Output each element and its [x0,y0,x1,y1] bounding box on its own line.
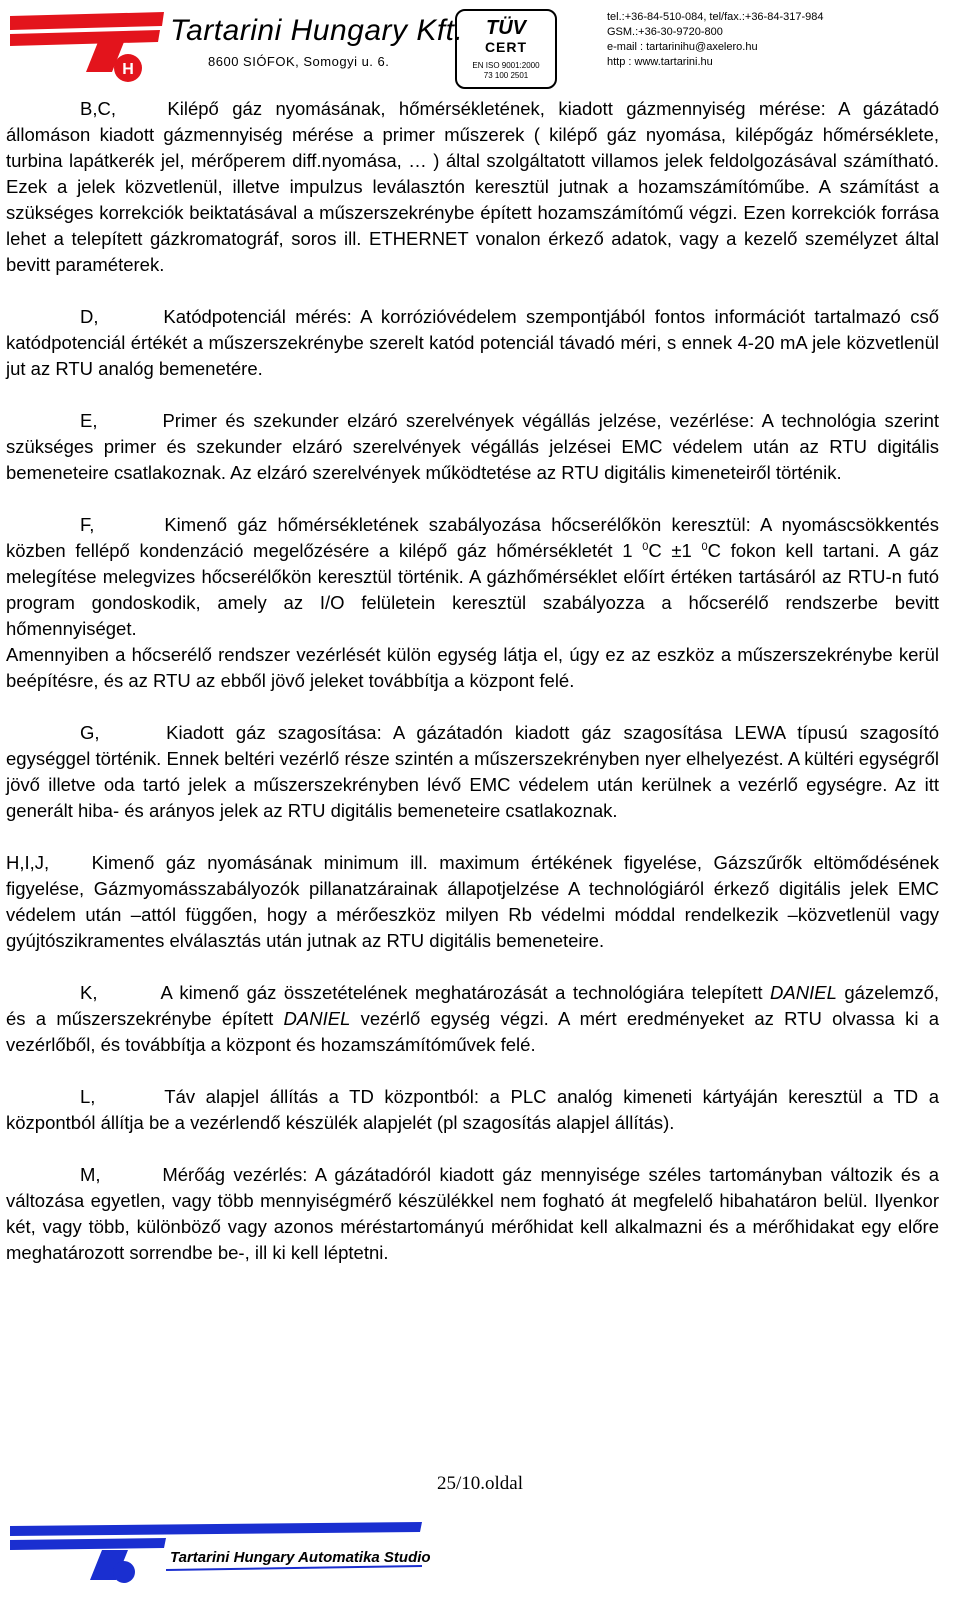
paragraph-lead: F, [80,514,95,535]
cert-badge-number: 73 100 2501 [483,71,529,80]
paragraph-bc [6,96,939,278]
paragraph-m [6,1162,939,1266]
paragraph-lead: E, [80,410,98,431]
paragraph-hij [6,850,939,954]
page-footer [0,1510,960,1597]
paragraph-l [6,1084,939,1136]
paragraph-text: Mérőág vezérlés: A gázátadóról kiadott gáz mennyisége széles tartományban változik és a változása egyetlen, vagy több mennyiségmérő készülékkel nem fogható át megfelelő hibahatáron belül. Ilyenkor két, vagy több, különböző vagy azonos méréstartományú mérőhidat kell alkalmazni és a mérőhidakat egy előre meghatározott sorrendbe be-, ill ki kell léptetni. [6,1164,940,1263]
degree-superscript: 0 [642,540,649,553]
paragraph-f [6,512,939,642]
svg-text:H: H [122,61,134,78]
product-name: DANIEL [770,982,837,1003]
paragraph-e [6,408,939,486]
contact-email: e-mail : tartarinihu@axelero.hu [607,41,758,53]
paragraph-lead: K, [80,982,98,1003]
paragraph-text: vezérlő egység végzi. A mért eredményeket az RTU olvassa ki a vezérlőből, és továbbítja a központ és hozamszámítóművek felé. [6,1008,939,1055]
paragraph-text: Katódpotenciál mérés: A korrózióvédelem szempontjából fontos információt tartalmazó cső katódpotenciál értékét a műszerszekrénybe szerelt katód potenciál távadó méri, s ennek 4-20 mA jele közvetlenül jut az RTU analóg bemenetére. [6,306,940,379]
cert-badge-standard: EN ISO 9001:2000 [472,61,540,70]
paragraph-lead: G, [80,722,100,743]
paragraph-g [6,720,939,824]
paragraph-lead: L, [80,1086,96,1107]
document-body [6,96,939,1292]
paragraph-d [6,304,939,382]
company-address: 8600 SIÓFOK, Somogyi u. 6. [208,54,390,69]
tartarini-logo-icon [6,6,166,86]
paragraph-text: A kimenő gáz összetételének meghatározását a technológiára telepített [160,982,771,1003]
cert-badge-middle: CERT [484,39,528,55]
cert-badge-top: TÜV [486,17,526,39]
contact-website: http : www.tartarini.hu [607,56,713,68]
paragraph-text: Kiadott gáz szagosítása: A gázátadón kiadott gáz szagosítása LEWA típusú szagosító egységgel történik. Ennek beltéri vezérlő része szintén a műszerszekrényben nyer elhelyezést. A kültéri egységről jövő illetve oda tartó jelek a műszerszekrényben lévő EMC védelem után kerülnek a vezérlő egységre. Az itt generált hiba- és arányos jelek az RTU digitális bemeneteire csatlakoznak. [6,722,939,821]
contact-gsm: GSM.:+36-30-9720-800 [607,26,723,38]
company-name: Tartarini Hungary Kft. [170,14,464,47]
paragraph-text: Kilépő gáz nyomásának, hőmérsékletének, kiadott gázmennyiség mérése: A gázátadó állomáson kiadott gázmennyiség mérése a primer műszerek ( kilépő gáz nyomása, kilépőgáz hőmérséklete, turbina lapátkerék jel, mérőperem diff.nyomása, … ) által szolgáltatott villamos jelek feldolgozásával számítható. Ezek a jelek közvetlenül, illetve impulzus leválasztón keresztül jutnak a hozamszámítóműbe. A számítást a szükséges korrekciók beiktatásával a műszerszekrénybe épített hozamszámítómű végzi. Ezen korrekciók forrása lehet a telepített gázkromatográf, soros ill. ETHERNET vonalon érkező adatok, vagy a kezelő személyzet által bevitt paraméterek. [6,98,939,275]
paragraph-lead: D, [80,306,99,327]
paragraph-k [6,980,939,1058]
degree-superscript: 0 [701,540,708,553]
paragraph-text: gázelemző, és a műszerszekrénybe épített [6,982,940,1029]
paragraph-lead: H,I,J, [6,852,50,873]
paragraph-text: Táv alapjel állítás a TD központból: a PLC analóg kimeneti kártyáján keresztül a TD a központból állítja be a vezérlendő készülék alapjelét (pl szagosítás alapjel állítás). [6,1086,939,1133]
paragraph-text: C ±1 [648,540,702,561]
paragraph-text: Primer és szekunder elzáró szerelvények végállás jelzése, vezérlése: A technológia szerint szükséges primer és szekunder elzáró szerelvények végállás jelzései EMC védelem után az RTU digitális bemeneteire csatlakoznak. Az elzáró szerelvények működtetése az RTU digitális kimeneteiről történik. [6,410,940,483]
paragraph-text: C fokon kell tartani. A gáz melegítése melegvizes hőcserélőkön keresztül történik. A gázhőmérséklet előírt értéken tartásáról az RTU-n futó program gondoskodik, amely az I/O felületein keresztül szabályozza a hőcserélő rendszerbe bevitt hőmennyiséget. [6,540,939,639]
footer-company: Tartarini Hungary Automatika Studio [170,1549,431,1566]
contact-block [607,10,957,70]
tuv-cert-badge [455,9,557,89]
page-header [0,0,960,92]
contact-phone: tel.:+36-84-510-084, tel/fax.:+36-84-317-984 [607,11,824,23]
paragraph-lead: M, [80,1164,101,1185]
paragraph-f-continuation: Amennyiben a hőcserélő rendszer vezérlését külön egység látja el, úgy ez az eszköz a műszerszekrénybe kerül beépítésre, és az RTU az ebből jövő jeleket továbbítja a központ felé. [6,644,939,691]
paragraph-lead: B,C, [80,98,116,119]
paragraph-text: Kimenő gáz nyomásának minimum ill. maximum értékének figyelése, Gázszűrők eltömődésének figyelése, Gázmyomásszabályozók pillanatzárainak állapotjelzése A technológiáról érkező digitális jelek EMC védelem után –attól függően, hogy a mérőeszköz milyen Rb védelmi móddal rendelkezik –közvetlenül vagy gyújtószikramentes elválasztás után jutnak az RTU digitális bemeneteire. [6,852,939,951]
product-name: DANIEL [283,1008,351,1029]
paragraph-text: Kimenő gáz hőmérsékletének szabályozása hőcserélőkön keresztül: A nyomáscsökkentés közben fellépő kondenzáció megelőzésére a kilépő gáz hőmérsékletét 1 [6,514,940,561]
page-number: 25/10.oldal [436,1473,524,1494]
